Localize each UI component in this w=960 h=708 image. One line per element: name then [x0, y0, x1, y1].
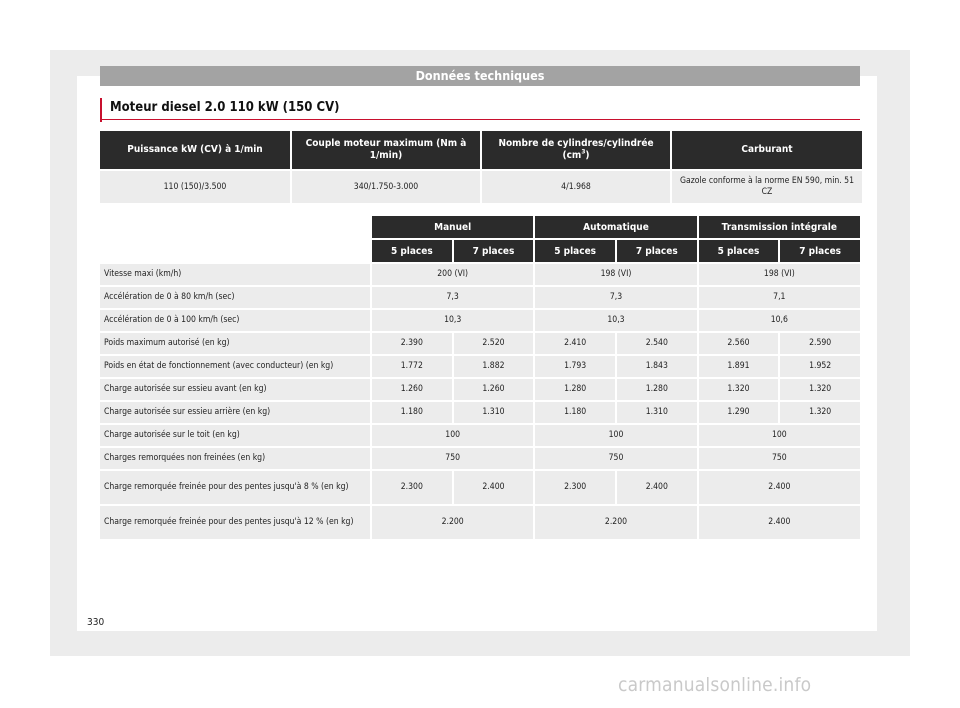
cell-fuel: Gazole conforme à la norme EN 590, min. 51 CZ	[672, 171, 862, 203]
row-value: 10,6	[699, 310, 860, 331]
table-row	[100, 471, 860, 504]
row-value: 2.300	[535, 471, 615, 504]
row-value: 7,3	[372, 287, 533, 308]
row-value: 1.310	[617, 402, 697, 423]
engine-table	[98, 129, 864, 205]
row-value: 2.400	[617, 471, 697, 504]
row-value: 1.891	[699, 356, 779, 377]
row-value: 1.310	[454, 402, 534, 423]
row-value: 200 (VI)	[372, 264, 533, 285]
row-value: 2.590	[780, 333, 860, 354]
table-row	[100, 356, 860, 377]
row-value: 100	[535, 425, 696, 446]
row-value: 2.300	[372, 471, 452, 504]
row-value: 1.882	[454, 356, 534, 377]
row-value: 2.400	[454, 471, 534, 504]
row-value: 1.320	[780, 379, 860, 400]
row-value: 7,1	[699, 287, 860, 308]
table-row	[100, 425, 860, 446]
row-value: 2.400	[699, 506, 860, 539]
subheader: 5 places	[699, 240, 779, 262]
group-header-manuel: Manuel	[372, 216, 533, 238]
table-row	[100, 448, 860, 469]
header-fuel: Carburant	[672, 131, 862, 169]
row-label: Charge autorisée sur le toit (en kg)	[100, 425, 370, 446]
subheader: 7 places	[454, 240, 534, 262]
row-value: 1.952	[780, 356, 860, 377]
subheader: 7 places	[780, 240, 860, 262]
row-value: 1.260	[454, 379, 534, 400]
row-value: 2.200	[372, 506, 533, 539]
row-value: 750	[372, 448, 533, 469]
row-value: 1.280	[535, 379, 615, 400]
section-title: Moteur diesel 2.0 110 kW (150 CV)	[100, 98, 339, 122]
cell-cylinders: 4/1.968	[482, 171, 670, 203]
group-header-integrale: Transmission intégrale	[699, 216, 860, 238]
table-row	[100, 264, 860, 285]
row-value: 750	[699, 448, 860, 469]
row-label: Charge autorisée sur essieu arrière (en kg)	[100, 402, 370, 423]
header-cylinders	[482, 131, 670, 169]
row-value: 198 (VI)	[699, 264, 860, 285]
row-value: 2.560	[699, 333, 779, 354]
spec-table	[98, 214, 862, 541]
row-value: 2.390	[372, 333, 452, 354]
row-value: 2.520	[454, 333, 534, 354]
table-row	[100, 402, 860, 423]
row-value: 1.260	[372, 379, 452, 400]
row-label: Poids en état de fonctionnement (avec conducteur) (en kg)	[100, 356, 370, 377]
header-cylinders-sup: 3	[581, 147, 586, 156]
row-value: 7,3	[535, 287, 696, 308]
row-value: 750	[535, 448, 696, 469]
row-value: 2.540	[617, 333, 697, 354]
engine-table-header-row	[100, 131, 862, 169]
chapter-header: Données techniques	[100, 66, 860, 86]
row-value: 2.410	[535, 333, 615, 354]
row-value: 10,3	[372, 310, 533, 331]
subheader: 7 places	[617, 240, 697, 262]
row-value: 1.772	[372, 356, 452, 377]
row-value: 100	[372, 425, 533, 446]
header-power: Puissance kW (CV) à 1/min	[100, 131, 290, 169]
row-value: 10,3	[535, 310, 696, 331]
row-value: 1.793	[535, 356, 615, 377]
row-label: Poids maximum autorisé (en kg)	[100, 333, 370, 354]
row-value: 100	[699, 425, 860, 446]
row-value: 1.290	[699, 402, 779, 423]
subheader: 5 places	[535, 240, 615, 262]
table-row	[100, 333, 860, 354]
row-value: 1.320	[699, 379, 779, 400]
group-header-automatique: Automatique	[535, 216, 696, 238]
cell-power: 110 (150)/3.500	[100, 171, 290, 203]
spec-subheader-row	[100, 240, 860, 262]
row-value: 1.180	[535, 402, 615, 423]
page-number: 330	[87, 617, 105, 628]
header-torque: Couple moteur maximum (Nm à 1/min)	[292, 131, 480, 169]
row-label: Vitesse maxi (km/h)	[100, 264, 370, 285]
row-value: 198 (VI)	[535, 264, 696, 285]
watermark: carmanualsonline.info	[618, 674, 812, 696]
row-value: 1.843	[617, 356, 697, 377]
row-label: Charge remorquée freinée pour des pentes jusqu'à 12 % (en kg)	[100, 506, 370, 539]
title-underline	[100, 119, 860, 120]
engine-table-row	[100, 171, 862, 203]
row-label: Charges remorquées non freinées (en kg)	[100, 448, 370, 469]
row-label: Accélération de 0 à 100 km/h (sec)	[100, 310, 370, 331]
cell-torque: 340/1.750-3.000	[292, 171, 480, 203]
header-cylinders-text: Nombre de cylindres/cylindrée (cm	[498, 138, 654, 161]
row-value: 2.400	[699, 471, 860, 504]
subheader: 5 places	[372, 240, 452, 262]
row-label: Accélération de 0 à 80 km/h (sec)	[100, 287, 370, 308]
header-cylinders-close: )	[585, 150, 590, 161]
table-row	[100, 379, 860, 400]
row-value: 1.280	[617, 379, 697, 400]
spec-group-header-row	[100, 216, 860, 238]
row-label: Charge remorquée freinée pour des pentes jusqu'à 8 % (en kg)	[100, 471, 370, 504]
row-label: Charge autorisée sur essieu avant (en kg)	[100, 379, 370, 400]
table-row	[100, 310, 860, 331]
spec-subheader-blank	[100, 240, 370, 262]
spec-header-blank	[100, 216, 370, 238]
table-row	[100, 506, 860, 539]
table-row	[100, 287, 860, 308]
row-value: 2.200	[535, 506, 696, 539]
row-value: 1.180	[372, 402, 452, 423]
row-value: 1.320	[780, 402, 860, 423]
